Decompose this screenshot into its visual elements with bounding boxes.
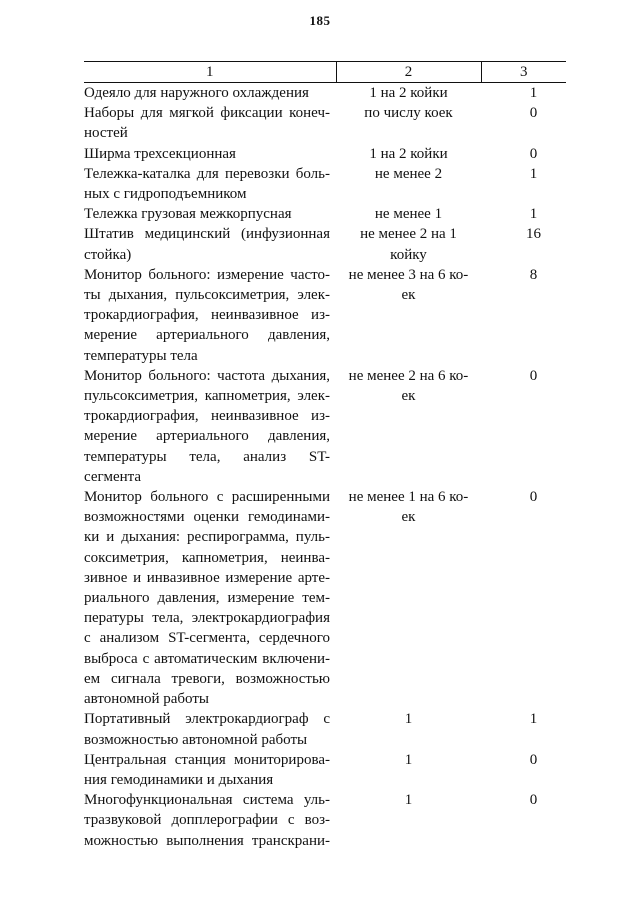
- equipment-quantity-line: не менее 2: [374, 165, 443, 182]
- equipment-name-line: Монитор больного: частота дыхания,: [84, 367, 330, 384]
- table-body: [84, 83, 566, 851]
- equipment-name-line: ния гемодинамики и дыхания: [84, 771, 274, 788]
- equipment-name-line: сегмента: [84, 468, 142, 485]
- equipment-name-line: Наборы для мягкой фиксации конеч-: [84, 105, 330, 122]
- equipment-count: 0: [529, 751, 538, 768]
- equipment-quantity-line: не менее 1: [374, 206, 443, 223]
- equipment-quantity-line: не менее 2 на 1: [360, 226, 457, 243]
- equipment-count: 0: [529, 105, 538, 122]
- equipment-name-line: можностью выполнения транскрани-: [84, 832, 330, 849]
- equipment-name-line: ностей: [84, 125, 128, 142]
- equipment-name: [84, 750, 336, 790]
- equipment-quantity-line: не менее 3 на 6 ко-: [348, 266, 469, 283]
- equipment-name-line: пературы тела, электрокардиография: [84, 610, 330, 627]
- equipment-name: [84, 366, 336, 487]
- equipment-name-line: мерение артериального давления,: [84, 327, 330, 344]
- page-number: 185: [309, 13, 331, 28]
- table-row: [84, 790, 566, 851]
- table-row: [84, 366, 566, 487]
- equipment-name: [84, 224, 336, 264]
- equipment-name: [84, 83, 336, 104]
- equipment-name-line: Многофункциональная система уль-: [84, 792, 330, 809]
- equipment-name-line: выброса с автоматическим включени-: [84, 650, 330, 667]
- equipment-name: [84, 204, 336, 224]
- equipment-name-line: тразвуковой допплерографии с воз-: [84, 812, 330, 829]
- equipment-name-line: Монитор больного: измерение часто-: [84, 266, 330, 283]
- equipment-name-line: Штатив медицинский (инфузионная: [84, 226, 330, 243]
- equipment-name: [84, 164, 336, 204]
- equipment-name-line: пульсоксиметрия, капнометрия, элек-: [84, 388, 330, 405]
- equipment-quantity: [336, 164, 481, 204]
- table-row: [84, 144, 566, 164]
- equipment-name-line: стойка): [84, 246, 132, 263]
- equipment-name: [84, 709, 336, 749]
- equipment-quantity: [336, 366, 481, 487]
- equipment-name-line: Тележка-каталка для перевозки боль-: [84, 165, 330, 182]
- equipment-count: 0: [529, 489, 538, 506]
- equipment-count: 1: [529, 85, 538, 101]
- equipment-quantity-line: ек: [401, 509, 416, 526]
- equipment-table: [84, 61, 566, 851]
- equipment-name-line: трокардиография, неинвазивное из-: [84, 307, 330, 324]
- equipment-count: 1: [529, 206, 538, 223]
- equipment-count: 1: [529, 711, 538, 728]
- equipment-quantity-line: 1: [404, 711, 413, 728]
- equipment-quantity: [336, 103, 481, 143]
- equipment-name-line: риального давления, измерение тем-: [84, 590, 330, 607]
- column-header-1: 1: [84, 62, 336, 83]
- equipment-name-line: ки и дыхания: респирограмма, пуль-: [84, 529, 330, 546]
- equipment-name-line: Тележка грузовая межкорпусная: [84, 206, 292, 223]
- equipment-name-line: зивное и инвазивное измерение арте-: [84, 569, 330, 586]
- equipment-count: 8: [529, 266, 538, 283]
- equipment-name-line: ем сигнала тревоги, возможностью: [84, 670, 330, 687]
- equipment-quantity-line: не менее 1 на 6 ко-: [348, 489, 469, 506]
- equipment-quantity: [336, 204, 481, 224]
- table-row: [84, 224, 566, 264]
- table-row: [84, 265, 566, 366]
- table-row: [84, 750, 566, 790]
- equipment-quantity: [336, 83, 481, 104]
- equipment-quantity-line: по числу коек: [364, 105, 453, 122]
- equipment-quantity: [336, 144, 481, 164]
- table-row: [84, 83, 566, 104]
- equipment-name-line: возможностями оценки гемодинами-: [84, 509, 330, 526]
- equipment-name-line: ных с гидроподъемником: [84, 186, 247, 203]
- equipment-count: 16: [526, 226, 541, 243]
- table-row: [84, 204, 566, 224]
- equipment-name-line: возможностью автономной работы: [84, 731, 308, 748]
- equipment-quantity-line: не менее 2 на 6 ко-: [348, 367, 469, 384]
- equipment-name-line: трокардиография, неинвазивное из-: [84, 408, 330, 425]
- equipment-count: 1: [529, 165, 538, 182]
- equipment-name: [84, 103, 336, 143]
- equipment-quantity-line: койку: [390, 246, 427, 263]
- equipment-name: [84, 487, 336, 709]
- equipment-count: 0: [529, 145, 538, 162]
- table-row: [84, 487, 566, 709]
- equipment-name-line: Одеяло для наружного охлаждения: [84, 85, 309, 101]
- equipment-name-line: температуры тела: [84, 347, 198, 364]
- equipment-name-line: Центральная станция мониторирова-: [84, 751, 330, 768]
- equipment-name-line: температуры тела, анализ ST-: [84, 448, 330, 465]
- equipment-name-line: ты дыхания, пульсоксиметрия, элек-: [84, 287, 330, 304]
- equipment-quantity-line: ек: [401, 388, 416, 405]
- equipment-count: 0: [529, 367, 538, 384]
- table-row: [84, 164, 566, 204]
- equipment-quantity-line: 1 на 2 койки: [369, 85, 448, 101]
- equipment-name-line: мерение артериального давления,: [84, 428, 330, 445]
- equipment-quantity: [336, 750, 481, 790]
- table-row: [84, 103, 566, 143]
- equipment-name-line: Ширма трехсекционная: [84, 145, 236, 162]
- equipment-name-line: автономной работы: [84, 691, 209, 708]
- equipment-quantity-line: 1 на 2 койки: [369, 145, 448, 162]
- table-header: [84, 62, 566, 83]
- equipment-name: [84, 265, 336, 366]
- equipment-quantity: [336, 790, 481, 851]
- equipment-quantity-line: ек: [401, 287, 416, 304]
- column-header-3: 3: [481, 62, 566, 83]
- equipment-quantity-line: 1: [404, 792, 413, 809]
- table-row: [84, 709, 566, 749]
- equipment-quantity-line: 1: [404, 751, 413, 768]
- equipment-count: 0: [529, 792, 538, 809]
- equipment-name-line: Портативный электрокардиограф с: [84, 711, 330, 728]
- equipment-name: [84, 790, 336, 851]
- equipment-name-line: с анализом ST-сегмента, сердечного: [84, 630, 330, 647]
- equipment-quantity: [336, 487, 481, 709]
- equipment-name: [84, 144, 336, 164]
- equipment-quantity: [336, 265, 481, 366]
- equipment-quantity: [336, 224, 481, 264]
- column-header-2: 2: [336, 62, 481, 83]
- equipment-name-line: Монитор больного с расширенными: [84, 489, 330, 506]
- equipment-name-line: соксиметрия, капнометрия, неинва-: [84, 549, 330, 566]
- equipment-quantity: [336, 709, 481, 749]
